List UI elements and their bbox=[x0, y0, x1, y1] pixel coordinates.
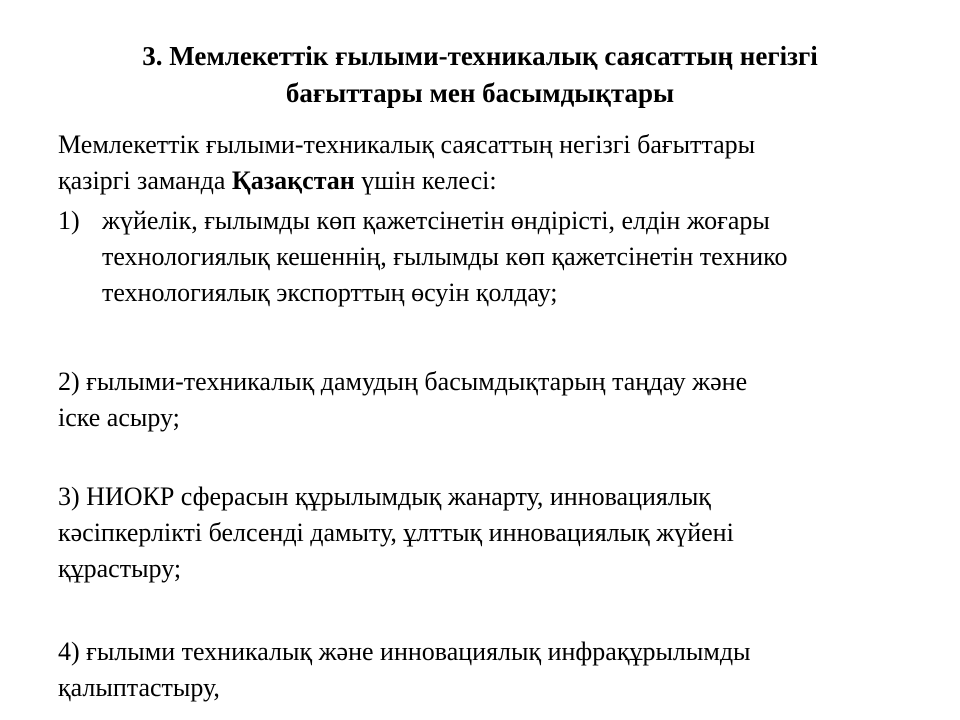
list-item-line: құрастыру; bbox=[58, 554, 182, 583]
list-item-line: технологиялық кешеннің, ғылымды көп қажетсінетін технико bbox=[102, 242, 788, 271]
intro-paragraph bbox=[58, 127, 918, 199]
list-item bbox=[58, 634, 918, 706]
list-item bbox=[58, 364, 918, 436]
country-name: Қазақстан bbox=[231, 166, 355, 195]
list-item-text bbox=[102, 203, 922, 311]
intro-line: Мемлекеттік ғылыми-техникалық саясаттың негізгі бағыттары bbox=[58, 130, 756, 159]
list-item-line: іске асыру; bbox=[58, 403, 180, 432]
list-item-line: технологиялық экспорттың өсуін қолдау; bbox=[102, 278, 558, 307]
list-item-line: 3) НИОКР сферасын құрылымдық жанарту, инновациялық bbox=[58, 482, 711, 511]
intro-text: үшін келесі: bbox=[354, 166, 497, 195]
list-item bbox=[58, 479, 918, 587]
list-item-line: жүйелік, ғылымды көп қажетсінетін өндірісті, елдін жоғары bbox=[102, 206, 770, 235]
list-item-line: кәсіпкерлікті белсенді дамыту, ұлттық инновациялық жүйені bbox=[58, 518, 734, 547]
slide-title bbox=[40, 38, 920, 112]
title-line: бағыттары мен басымдықтары bbox=[285, 78, 675, 108]
list-item-line: 4) ғылыми техникалық және инновациялық инфрақұрылымды bbox=[58, 637, 751, 666]
intro-text: қазіргі заманда bbox=[58, 166, 232, 195]
list-item-number: 1) bbox=[58, 206, 80, 235]
list-item-line: қалыптастыру, bbox=[58, 673, 220, 702]
list-item-line: 2) ғылыми-техникалық дамудың басымдықтарың таңдау және bbox=[58, 367, 748, 396]
title-line: 3. Мемлекеттік ғылыми-техникалық саясаттың негізгі bbox=[142, 41, 818, 71]
intro-line bbox=[58, 163, 918, 199]
